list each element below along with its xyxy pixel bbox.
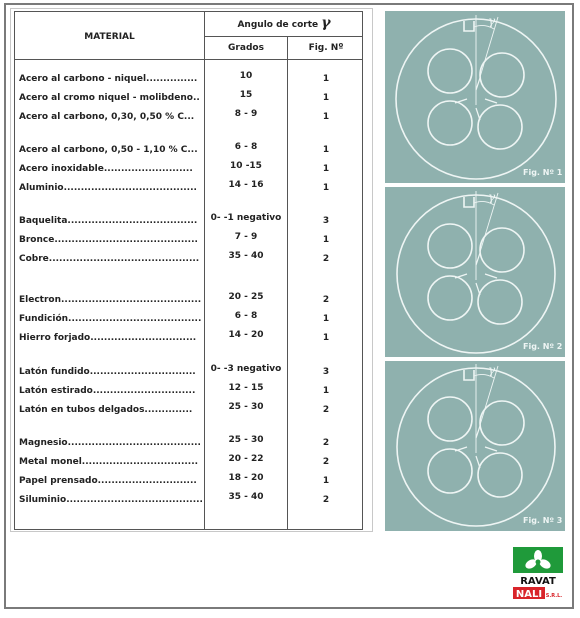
degrees-value: 7 - 9 bbox=[234, 232, 258, 242]
fig-number: 1 bbox=[322, 112, 330, 122]
die-drawing bbox=[385, 11, 565, 183]
degrees-value: 20 - 25 bbox=[228, 292, 264, 302]
header-bottom-line bbox=[15, 59, 362, 60]
table-row bbox=[15, 364, 364, 381]
fig-number: 2 bbox=[322, 438, 330, 448]
fig-number: 2 bbox=[322, 405, 330, 415]
figure-label: Fig. Nº 1 bbox=[523, 168, 563, 177]
figure-label: Fig. Nº 2 bbox=[523, 342, 563, 351]
fig-number: 3 bbox=[322, 216, 330, 226]
gamma-symbol: γ bbox=[321, 15, 331, 31]
table-row bbox=[15, 142, 364, 159]
material-name: Magnesio....................................... bbox=[19, 438, 201, 448]
table-row bbox=[15, 109, 364, 126]
fig-number: 1 bbox=[322, 314, 330, 324]
degrees-value: 20 - 22 bbox=[228, 454, 264, 464]
logo-text-srl: S.R.L. bbox=[545, 593, 563, 599]
material-name: Acero al carbono, 0,50 - 1,10 % C... bbox=[19, 145, 198, 155]
material-name: Baquelita...................................... bbox=[19, 216, 198, 226]
degrees-value: 12 - 15 bbox=[228, 383, 264, 393]
fig-number: 3 bbox=[322, 367, 330, 377]
header-fig: Fig. Nº bbox=[308, 43, 344, 53]
table-row bbox=[15, 473, 364, 490]
header-degrees: Grados bbox=[228, 43, 264, 53]
degrees-value: 35 - 40 bbox=[228, 251, 264, 261]
degrees-value: 0- -1 negativo bbox=[210, 213, 282, 223]
table-row bbox=[15, 71, 364, 88]
degrees-value: 6 - 8 bbox=[234, 142, 258, 152]
material-name: Electron......................................... bbox=[19, 295, 202, 305]
cutting-angle-table bbox=[14, 11, 363, 530]
material-name: Metal monel.................................. bbox=[19, 457, 199, 467]
figure-panel-2 bbox=[385, 187, 565, 357]
die-drawing bbox=[385, 361, 565, 531]
material-name: Papel prensado............................. bbox=[19, 476, 197, 486]
table-row bbox=[15, 251, 364, 268]
table-row bbox=[15, 311, 364, 328]
degrees-value: 10 -15 bbox=[230, 161, 262, 171]
degrees-value: 15 bbox=[239, 90, 253, 100]
degrees-value: 8 - 9 bbox=[234, 109, 258, 119]
header-angle bbox=[205, 15, 363, 31]
degrees-value: 0- -3 negativo bbox=[210, 364, 282, 374]
table-row bbox=[15, 454, 364, 471]
material-name: Acero al carbono, 0,30, 0,50 % C... bbox=[19, 112, 195, 122]
table-row bbox=[15, 161, 364, 178]
gamma-label: γ bbox=[488, 190, 496, 204]
material-name: Acero al carbono - niquel............... bbox=[19, 74, 198, 84]
fig-number: 1 bbox=[322, 74, 330, 84]
figure-panel-1 bbox=[385, 11, 565, 183]
header-divider bbox=[204, 36, 362, 37]
table-row bbox=[15, 435, 364, 452]
logo-text-nali: NALI bbox=[515, 589, 543, 599]
fig-number: 1 bbox=[322, 145, 330, 155]
table-row bbox=[15, 232, 364, 249]
material-name: Cobre............................................ bbox=[19, 254, 200, 264]
fig-number: 1 bbox=[322, 164, 330, 174]
degrees-value: 6 - 8 bbox=[234, 311, 258, 321]
figure-label: Fig. Nº 3 bbox=[523, 516, 563, 525]
degrees-value: 25 - 30 bbox=[228, 402, 264, 412]
table-row bbox=[15, 213, 364, 230]
fig-number: 2 bbox=[322, 457, 330, 467]
fig-number: 1 bbox=[322, 476, 330, 486]
table-row bbox=[15, 402, 364, 419]
header-material: MATERIAL bbox=[84, 32, 135, 42]
fig-number: 1 bbox=[322, 183, 330, 193]
degrees-value: 18 - 20 bbox=[228, 473, 264, 483]
material-name: Siluminio........................................ bbox=[19, 495, 203, 505]
fig-number: 2 bbox=[322, 295, 330, 305]
material-name: Acero inoxidable.......................... bbox=[19, 164, 193, 174]
fig-number: 2 bbox=[322, 495, 330, 505]
material-name: Aluminio....................................... bbox=[19, 183, 197, 193]
column-divider bbox=[287, 36, 288, 529]
gamma-label: γ bbox=[488, 14, 496, 28]
material-name: Acero al cromo niquel - molibdeno.. bbox=[19, 93, 200, 103]
table-row bbox=[15, 492, 364, 509]
table-row bbox=[15, 90, 364, 107]
material-name: Bronce.......................................... bbox=[19, 235, 198, 245]
fig-number: 1 bbox=[322, 386, 330, 396]
material-name: Latón en tubos delgados.............. bbox=[19, 405, 193, 415]
table-row bbox=[15, 292, 364, 309]
fig-number: 2 bbox=[322, 254, 330, 264]
material-name: Hierro forjado............................... bbox=[19, 333, 197, 343]
material-name: Fundición....................................... bbox=[19, 314, 202, 324]
degrees-value: 10 bbox=[239, 71, 253, 81]
degrees-value: 14 - 20 bbox=[228, 330, 264, 340]
fig-number: 1 bbox=[322, 333, 330, 343]
logo-text-ravat: RAVAT bbox=[520, 576, 556, 587]
die-drawing bbox=[385, 187, 565, 357]
material-name: Latón estirado.............................. bbox=[19, 386, 196, 396]
degrees-value: 14 - 16 bbox=[228, 180, 264, 190]
table-row bbox=[15, 330, 364, 347]
material-name: Latón fundido............................... bbox=[19, 367, 196, 377]
fig-number: 1 bbox=[322, 93, 330, 103]
fig-number: 1 bbox=[322, 235, 330, 245]
ravat-nali-logo bbox=[513, 547, 563, 599]
table-row bbox=[15, 383, 364, 400]
table-row bbox=[15, 180, 364, 197]
figure-panel-3 bbox=[385, 361, 565, 531]
degrees-value: 25 - 30 bbox=[228, 435, 264, 445]
degrees-value: 35 - 40 bbox=[228, 492, 264, 502]
gamma-label: γ bbox=[488, 363, 496, 377]
header-angle-title: Angulo de corte bbox=[237, 20, 319, 30]
